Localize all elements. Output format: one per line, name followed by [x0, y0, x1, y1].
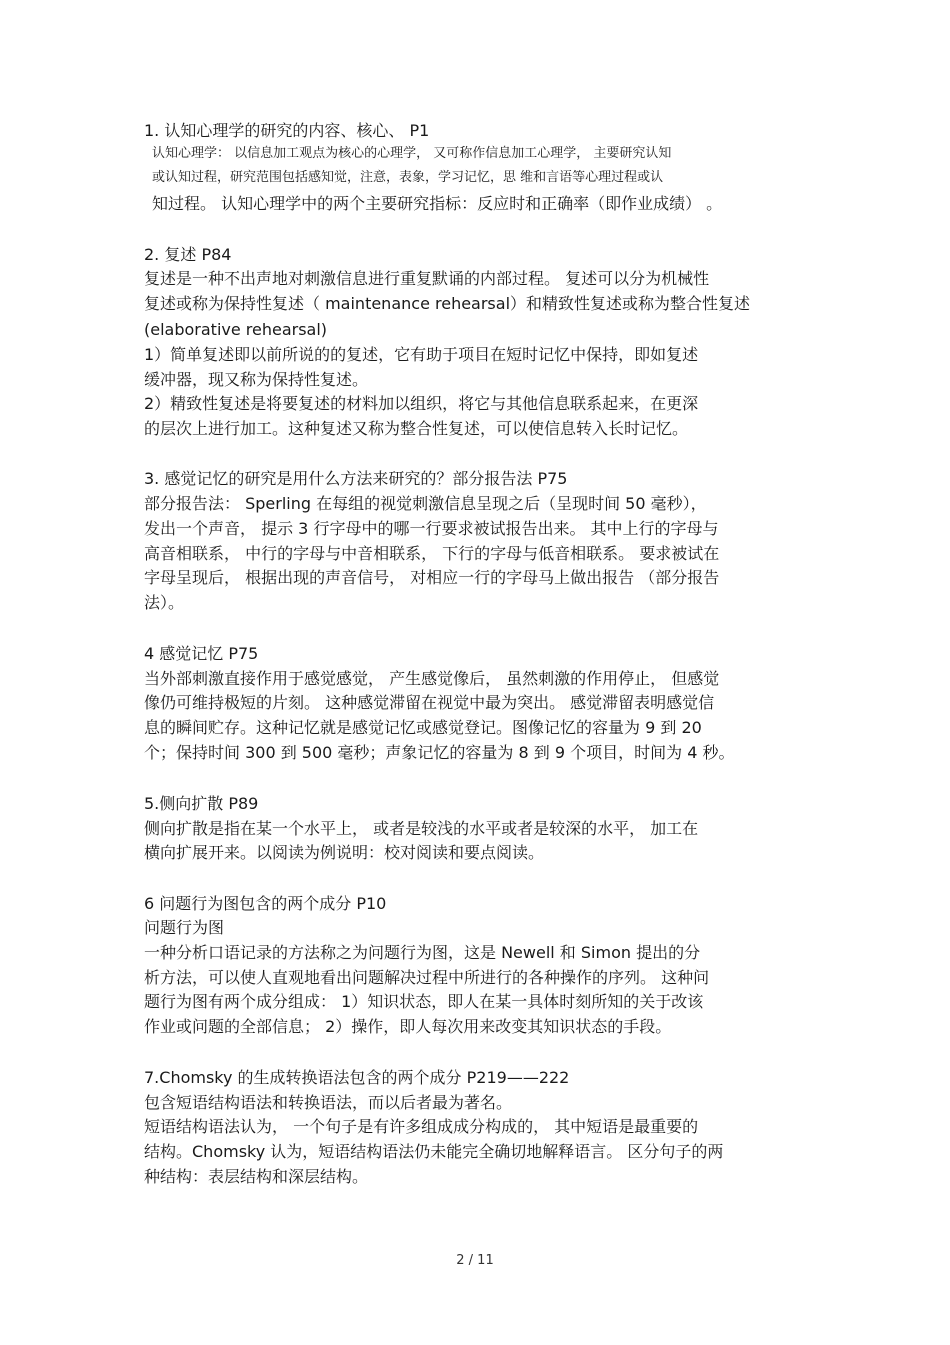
section-2-line-1: 复述是一种不出声地对刺激信息进行重复默诵的内部过程。 复述可以分为机械性 [144, 269, 710, 288]
section-6-line-2: 一种分析口语记录的方法称之为问题行为图，这是 Newell 和 Simon 提出的分 [144, 943, 701, 962]
section-6-line-4: 题行为图有两个成分组成： 1）知识状态，即人在某一具体时刻所知的关于改该 [144, 992, 704, 1011]
section-3-line-4: 字母呈现后， 根据出现的声音信号， 对相应一行的字母马上做出报告 （部分报告 [144, 568, 720, 587]
section-6-heading: 6 问题行为图包含的两个成分 P10 [144, 894, 387, 913]
section-3-line-1: 部分报告法： Sperling 在每组的视觉刺激信息呈现之后（呈现时间 50 毫秒）， [144, 494, 707, 513]
page-number: 2 / 11 [456, 1253, 494, 1268]
section-2-line-6: 2）精致性复述是将要复述的材料加以组织，将它与其他信息联系起来，在更深 [144, 394, 699, 413]
section-4-line-4: 个；保持时间 300 到 500 毫秒；声象记忆的容量为 8 到 9 个项目，时间为 4 秒。 [144, 743, 735, 762]
section-7-heading: 7.Chomsky 的生成转换语法包含的两个成分 P219——222 [144, 1068, 570, 1087]
section-6-line-5: 作业或问题的全部信息； 2）操作，即人每次用来改变其知识状态的手段。 [144, 1017, 672, 1036]
section-1-line-1: 认知心理学： 以信息加工观点为核心的心理学， 又可称作信息加工心理学， 主要研究认知 [152, 146, 672, 161]
section-7-line-4: 种结构：表层结构和深层结构。 [144, 1167, 369, 1186]
section-4-line-1: 当外部刺激直接作用于感觉感觉， 产生感觉像后， 虽然刺激的作用停止， 但感觉 [144, 669, 720, 688]
section-2-line-3: (elaborative rehearsal) [144, 320, 328, 339]
section-4-line-3: 息的瞬间贮存。这种记忆就是感觉记忆或感觉登记。图像记忆的容量为 9 到 20 [144, 718, 702, 737]
section-2-heading: 2. 复述 P84 [144, 245, 232, 264]
section-7-line-1: 包含短语结构语法和转换语法，而以后者最为著名。 [144, 1093, 513, 1112]
section-1-line-2: 或认知过程，研究范围包括感知觉，注意，表象，学习记忆，思 维和言语等心理过程或认 [152, 170, 664, 185]
section-5-heading: 5.侧向扩散 P89 [144, 794, 259, 813]
section-3-heading: 3. 感觉记忆的研究是用什么方法来研究的？部分报告法 P75 [144, 469, 568, 488]
section-1-heading: 1. 认知心理学的研究的内容、核心、 P1 [144, 121, 430, 140]
section-2-line-4: 1）简单复述即以前所说的的复述，它有助于项目在短时记忆中保持，即如复述 [144, 345, 699, 364]
section-6-line-3: 析方法，可以使人直观地看出问题解决过程中所进行的各种操作的序列。 这种问 [144, 968, 710, 987]
section-4-heading: 4 感觉记忆 P75 [144, 644, 259, 663]
section-3-line-3: 高音相联系， 中行的字母与中音相联系， 下行的字母与低音相联系。 要求被试在 [144, 544, 720, 563]
section-6-line-1: 问题行为图 [144, 918, 225, 937]
section-7-line-3: 结构。Chomsky 认为，短语结构语法仍未能完全确切地解释语言。 区分句子的两 [144, 1142, 724, 1161]
section-4-line-2: 像仍可维持极短的片刻。 这种感觉滞留在视觉中最为突出。 感觉滞留表明感觉信 [144, 693, 715, 712]
section-2-line-5: 缓冲器，现又称为保持性复述。 [144, 370, 369, 389]
section-5-line-1: 侧向扩散是指在某一个水平上， 或者是较浅的水平或者是较深的水平， 加工在 [144, 819, 699, 838]
section-2-line-2: 复述或称为保持性复述（ maintenance rehearsal）和精致性复述或称为整合性复述 [144, 294, 751, 313]
section-1-line-3: 知过程。 认知心理学中的两个主要研究指标：反应时和正确率（即作业成绩） 。 [152, 194, 723, 213]
section-7-line-2: 短语结构语法认为， 一个句子是有许多组成成分构成的， 其中短语是最重要的 [144, 1117, 699, 1136]
section-2-line-7: 的层次上进行加工。这种复述又称为整合性复述，可以使信息转入长时记忆。 [144, 419, 689, 438]
section-3-line-5: 法）。 [144, 593, 185, 612]
section-3-line-2: 发出一个声音， 提示 3 行字母中的哪一行要求被试报告出来。 其中上行的字母与 [144, 519, 719, 538]
section-5-line-2: 横向扩展开来。以阅读为例说明：校对阅读和要点阅读。 [144, 843, 545, 862]
